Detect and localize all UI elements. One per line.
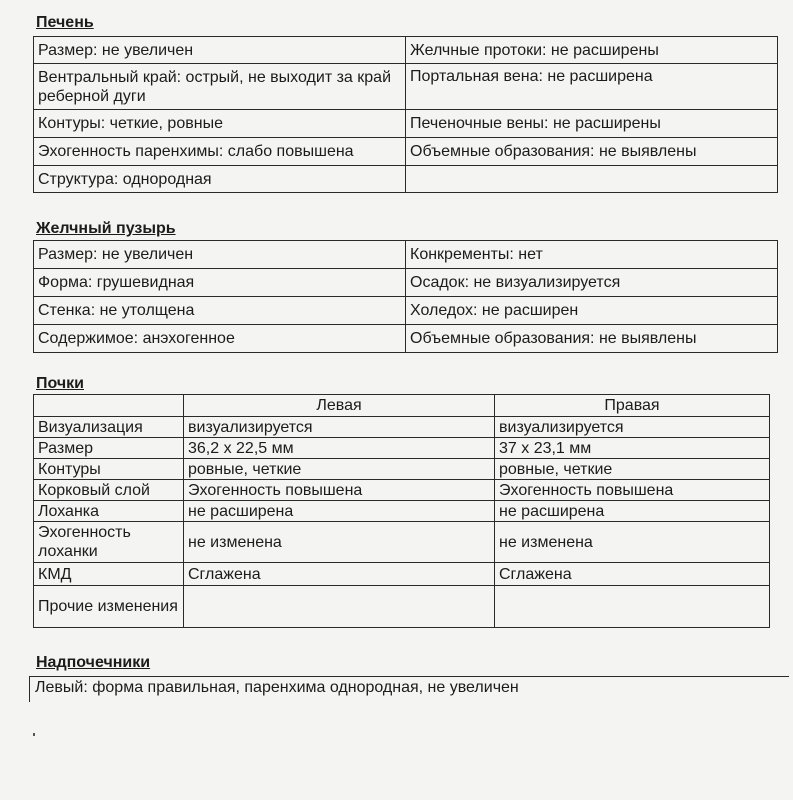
kidneys-right-value: ровные, четкие	[495, 459, 770, 480]
table-row	[34, 241, 778, 269]
liver-cell: Портальная вена: не расширена	[406, 64, 778, 110]
liver-cell: Размер: не увеличен	[34, 37, 406, 64]
kidneys-right-value	[495, 586, 770, 628]
liver-cell: Вентральный край: острый, не выходит за край реберной дуги	[34, 64, 406, 110]
gallbladder-cell: Холедох: не расширен	[406, 297, 778, 325]
gallbladder-cell: Стенка: не утолщена	[34, 297, 406, 325]
adrenals-title: Надпочечники	[36, 654, 151, 671]
gallbladder-cell: Размер: не увеличен	[34, 241, 406, 269]
gallbladder-title: Желчный пузырь	[36, 220, 176, 237]
table-row	[34, 563, 770, 586]
table-row	[34, 64, 778, 110]
liver-cell: Объемные образования: не выявлены	[406, 138, 778, 166]
kidneys-param: Лоханка	[34, 501, 184, 522]
gallbladder-cell: Осадок: не визуализируется	[406, 269, 778, 297]
kidneys-left-value: не расширена	[184, 501, 495, 522]
table-row	[34, 438, 770, 459]
kidneys-left-value: Эхогенность повышена	[184, 480, 495, 501]
kidneys-right-value: 37 х 23,1 мм	[495, 438, 770, 459]
kidneys-table	[33, 394, 770, 628]
kidneys-right-value: визуализируется	[495, 417, 770, 438]
kidneys-header-left: Левая	[184, 395, 495, 417]
kidneys-right-value: Сглажена	[495, 563, 770, 586]
gallbladder-cell: Форма: грушевидная	[34, 269, 406, 297]
kidneys-left-value: ровные, четкие	[184, 459, 495, 480]
liver-table	[33, 36, 778, 193]
kidneys-param: Корковый слой	[34, 480, 184, 501]
kidneys-param: КМД	[34, 563, 184, 586]
table-row	[34, 586, 770, 628]
liver-title: Печень	[36, 14, 94, 31]
liver-cell: Структура: однородная	[34, 166, 406, 193]
kidneys-param: Контуры	[34, 459, 184, 480]
kidneys-left-value: визуализируется	[184, 417, 495, 438]
adrenals-text: Левый: форма правильная, паренхима однородная, не увеличен	[29, 676, 789, 702]
gallbladder-table	[33, 240, 778, 353]
liver-cell	[406, 166, 778, 193]
kidneys-left-value: 36,2 х 22,5 мм	[184, 438, 495, 459]
table-row	[34, 325, 778, 353]
kidneys-param: Размер	[34, 438, 184, 459]
gallbladder-cell: Объемные образования: не выявлены	[406, 325, 778, 353]
kidneys-right-value: Эхогенность повышена	[495, 480, 770, 501]
kidneys-header-blank	[34, 395, 184, 417]
table-row	[34, 395, 770, 417]
table-row	[34, 501, 770, 522]
liver-cell: Контуры: четкие, ровные	[34, 110, 406, 138]
table-row	[34, 37, 778, 64]
table-row	[34, 269, 778, 297]
liver-cell: Желчные протоки: не расширены	[406, 37, 778, 64]
kidneys-left-value: Сглажена	[184, 563, 495, 586]
table-row	[34, 297, 778, 325]
kidneys-param: Визуализация	[34, 417, 184, 438]
table-row	[34, 166, 778, 193]
table-row	[34, 138, 778, 166]
gallbladder-cell: Конкременты: нет	[406, 241, 778, 269]
kidneys-left-value: не изменена	[184, 522, 495, 563]
table-row	[34, 110, 778, 138]
kidneys-left-value	[184, 586, 495, 628]
kidneys-param: Эхогенность лоханки	[34, 522, 184, 563]
kidneys-right-value: не расширена	[495, 501, 770, 522]
kidneys-title: Почки	[36, 375, 85, 392]
table-row	[34, 459, 770, 480]
liver-cell: Печеночные вены: не расширены	[406, 110, 778, 138]
kidneys-right-value: не изменена	[495, 522, 770, 563]
table-row	[34, 480, 770, 501]
gallbladder-cell: Содержимое: анэхогенное	[34, 325, 406, 353]
kidneys-header-right: Правая	[495, 395, 770, 417]
liver-cell: Эхогенность паренхимы: слабо повышена	[34, 138, 406, 166]
table-row	[34, 417, 770, 438]
table-row	[34, 522, 770, 563]
kidneys-param: Прочие изменения	[34, 586, 184, 628]
scan-speck	[33, 733, 35, 736]
